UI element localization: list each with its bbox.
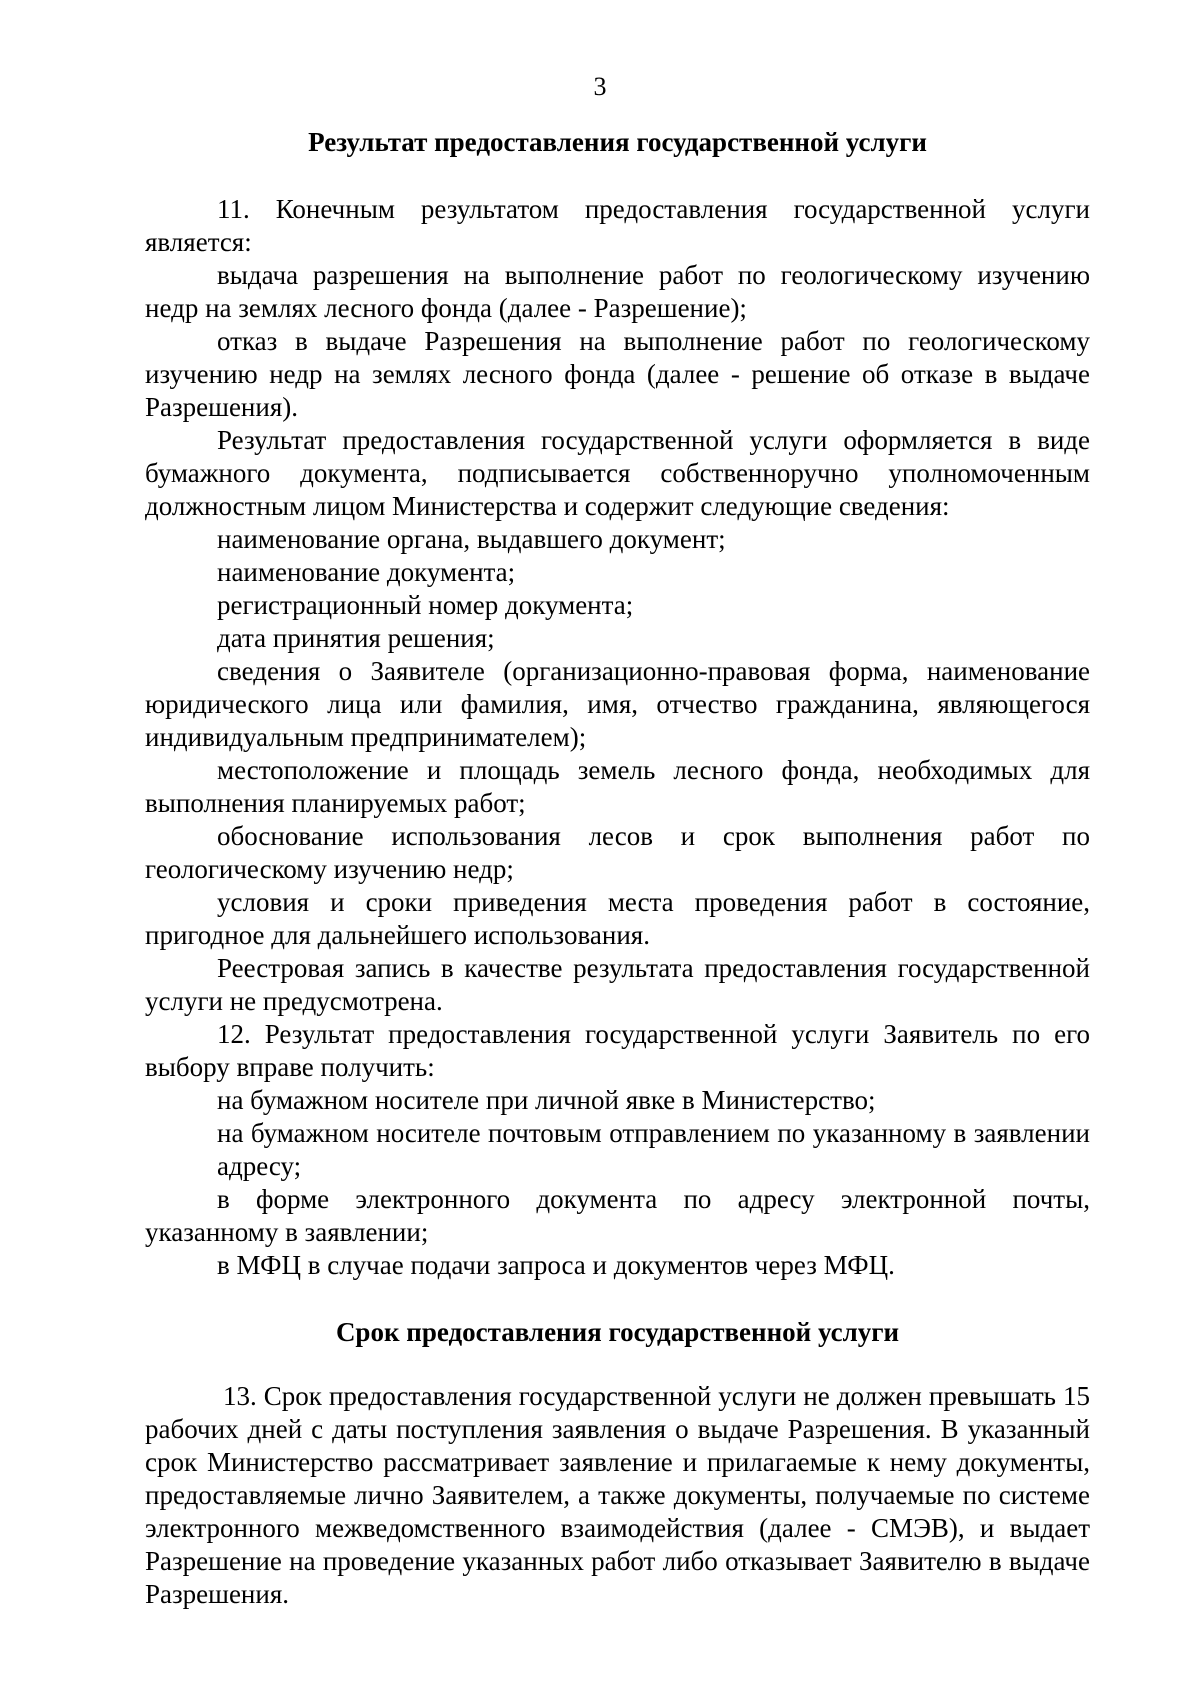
list-item: наименование документа; [217, 557, 516, 587]
paragraph: отказ в выдаче Разрешения на выполнение работ по геологическому изучению недр на землях лесного фонда (далее - решение об отказе в выдаче Разрешения). [145, 326, 1090, 422]
section-heading-result: Результат предоставления государственной услуги [308, 127, 927, 157]
paragraph: 11. Конечным результатом предоставления государственной услуги является: [145, 194, 1090, 257]
list-item: на бумажном носителе почтовым отправлением по указанному в заявлении адресу; [217, 1118, 1090, 1181]
section-heading-term: Срок предоставления государственной услуги [335, 1317, 900, 1347]
list-item: дата принятия решения; [217, 623, 495, 653]
list-item: обоснование использования лесов и срок выполнения работ по геологическому изучению недр; [145, 821, 1090, 884]
paragraph: Реестровая запись в качестве результата предоставления государственной услуги не предусмотрена. [145, 953, 1090, 1016]
list-item: местоположение и площадь земель лесного фонда, необходимых для выполнения планируемых работ; [145, 755, 1090, 818]
list-item: в форме электронного документа по адресу электронной почты, указанному в заявлении; [145, 1184, 1090, 1247]
list-item: на бумажном носителе при личной явке в Министерство; [217, 1085, 876, 1115]
list-item: регистрационный номер документа; [217, 590, 634, 620]
section-body-term [145, 1380, 1090, 1611]
paragraph: 13. Срок предоставления государственной услуги не должен превышать 15 рабочих дней с даты поступления заявления о выдаче Разрешения. В указанный срок Министерство рассматривает заявление и прилагаемые к нему документы, предоставляемые лично Заявителем, а также документы, получаемые по системе электронного межведомственного взаимодействия (далее - СМЭВ), и выдает Разрешение на проведение указанных работ либо отказывает Заявителю в выдаче Разрешения. [145, 1381, 1090, 1609]
paragraph: Результат предоставления государственной услуги оформляется в виде бумажного документа, подписывается собственноручно уполномоченным должностным лицом Министерства и содержит следующие сведения: [145, 425, 1090, 521]
paragraph: выдача разрешения на выполнение работ по геологическому изучению недр на землях лесного фонда (далее - Разрешение); [145, 260, 1090, 323]
section-body-result [145, 193, 1090, 1282]
paragraph: 12. Результат предоставления государственной услуги Заявитель по его выбору вправе получить: [145, 1019, 1090, 1082]
list-item: сведения о Заявителе (организационно-правовая форма, наименование юридического лица или фамилия, имя, отчество гражданина, являющегося индивидуальным предпринимателем); [145, 656, 1090, 752]
list-item: условия и сроки приведения места проведения работ в состояние, пригодное для дальнейшего использования. [145, 887, 1090, 950]
page-number: 3 [593, 72, 607, 101]
list-item: в МФЦ в случае подачи запроса и документов через МФЦ. [217, 1250, 895, 1280]
list-item: наименование органа, выдавшего документ; [217, 524, 726, 554]
